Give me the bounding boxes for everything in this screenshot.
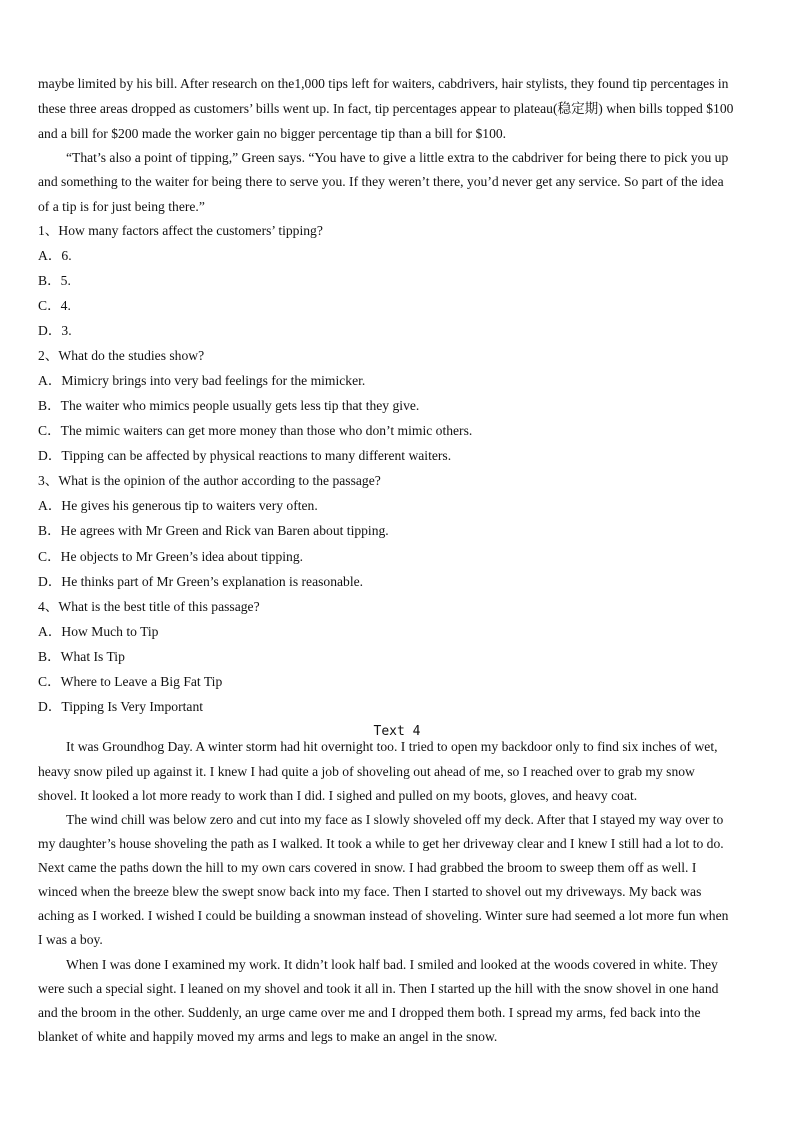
answer-option: A．Mimicry brings into very bad feelings for the mimicker.: [38, 373, 366, 389]
answer-option: B．5.: [38, 273, 71, 289]
answer-option: B．He agrees with Mr Green and Rick van Baren about tipping.: [38, 523, 389, 539]
answer-option: A．How Much to Tip: [38, 623, 159, 639]
text4-line: When I was done I examined my work. It didn’t look half bad. I smiled and looked at the woods covered in white. They: [66, 957, 718, 972]
answer-option: A．6.: [38, 248, 72, 263]
passage-line: and something to the waiter for being there to serve you. If they weren’t there, you’d never get any service. So part of the idea: [38, 174, 724, 189]
answer-option: C．He objects to Mr Green’s idea about tipping.: [38, 548, 304, 564]
text4-line: heavy snow piled up against it. I knew I had quite a job of shoveling out ahead of me, so I reached over to grab my snow: [38, 764, 695, 779]
passage-line: these three areas dropped as customers’ bills went up. In fact, tip percentages appear to plateau(稳定期) when bills topped $100: [38, 101, 734, 116]
question-stem: 4、What is the best title of this passage?: [38, 598, 260, 614]
question-stem: 2、What do the studies show?: [38, 348, 205, 364]
answer-option: D．3.: [38, 323, 72, 339]
passage-line: of a tip is for just being there.”: [38, 199, 205, 214]
question-stem: 3、What is the opinion of the author according to the passage?: [38, 473, 381, 489]
answer-option: C．4.: [38, 298, 71, 314]
answer-option: D．He thinks part of Mr Green’s explanation is reasonable.: [38, 573, 364, 589]
question-stem: 1、How many factors affect the customers’ tipping?: [38, 223, 323, 238]
text4-line: I was a boy.: [38, 932, 103, 947]
text4-line: aching as I worked. I wished I could be building a snowman instead of shoveling. Winter sure had seemed a lot more fun when: [38, 908, 729, 923]
passage-line: and a bill for $200 made the worker gain no bigger percentage tip than a bill for $100.: [38, 126, 507, 141]
answer-option: A．He gives his generous tip to waiters very often.: [38, 498, 318, 514]
passage-line: maybe limited by his bill. After research on the1,000 tips left for waiters, cabdrivers, hair stylists, they found tip percentages in: [38, 76, 729, 91]
text4-line: blanket of white and happily moved my arms and legs to make an angel in the snow.: [38, 1029, 498, 1044]
answer-option: D．Tipping Is Very Important: [38, 698, 204, 714]
section-title: Text 4: [373, 724, 421, 739]
text4-line: were such a special sight. I leaned on my shovel and took it all in. Then I started up the hill with the snow shovel in one hand: [38, 981, 719, 996]
text4-line: The wind chill was below zero and cut into my face as I slowly shoveled off my deck. After that I stayed my way over to: [66, 812, 724, 827]
text4-line: It was Groundhog Day. A winter storm had hit overnight too. I tried to open my backdoor only to find six inches of wet,: [66, 739, 718, 754]
text4-line: shovel. It looked a lot more ready to work than I did. I sighed and pulled on my boots, gloves, and heavy coat.: [38, 788, 638, 803]
answer-option: C．The mimic waiters can get more money than those who don’t mimic others.: [38, 423, 473, 439]
passage-line: “That’s also a point of tipping,” Green says. “You have to give a little extra to the cabdriver for being there to pick you up: [66, 150, 729, 165]
answer-option: B．The waiter who mimics people usually gets less tip that they give.: [38, 398, 420, 414]
answer-option: B．What Is Tip: [38, 648, 125, 664]
text4-line: Next came the paths down the hill to my own cars covered in snow. I had grabbed the broom to sweep them off as well. I: [38, 860, 697, 875]
answer-option: D．Tipping can be affected by physical reactions to many different waiters.: [38, 448, 452, 464]
text4-line: and the broom in the other. Suddenly, an urge came over me and I dropped them both. I spread my arms, fed back into the: [38, 1005, 701, 1020]
answer-option: C．Where to Leave a Big Fat Tip: [38, 673, 223, 689]
text4-line: winced when the breeze blew the swept snow back into my face. Then I started to shovel out my driveways. My back was: [38, 884, 702, 899]
text4-line: my daughter’s house shoveling the path as I walked. It took a while to get her driveway clear and I knew I still had a lot to do.: [38, 836, 724, 851]
